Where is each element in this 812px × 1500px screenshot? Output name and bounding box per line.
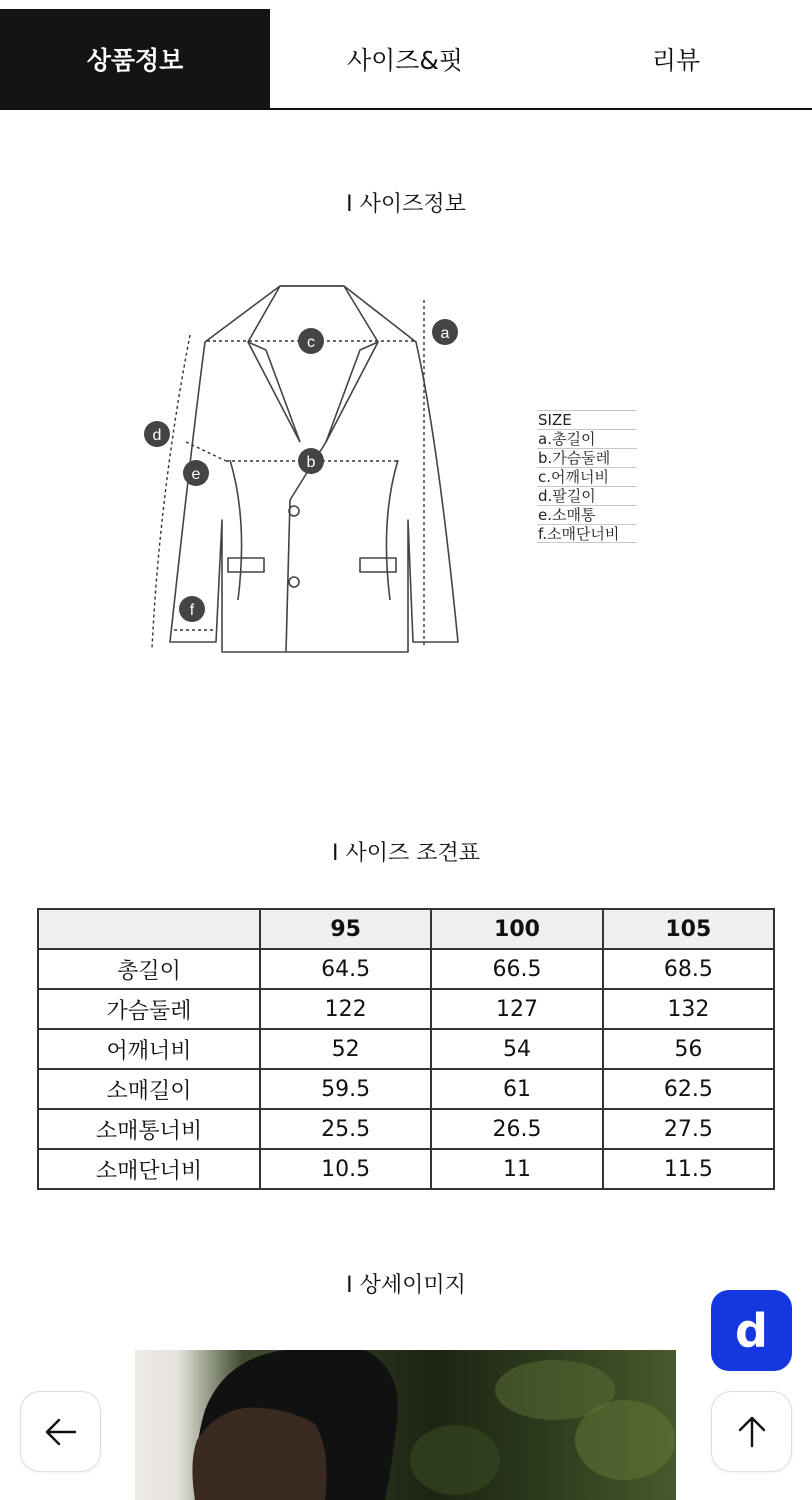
table-cell: 26.5	[431, 1109, 602, 1149]
size-legend	[537, 410, 637, 543]
tab-product-info[interactable]: 상품정보	[0, 9, 270, 108]
detail-image-title: I 상세이미지	[346, 1273, 466, 1298]
table-cell: 62.5	[603, 1069, 774, 1109]
table-cell: 56	[603, 1029, 774, 1069]
table-cell: 54	[431, 1029, 602, 1069]
table-header-cell: 100	[431, 909, 602, 949]
size-legend-heading: SIZE	[537, 410, 637, 429]
marker-e-label: e	[191, 466, 201, 483]
back-button[interactable]	[20, 1391, 101, 1472]
marker-f-label: f	[189, 602, 195, 619]
size-table-title: I 사이즈 조견표	[332, 841, 480, 866]
table-cell: 27.5	[603, 1109, 774, 1149]
table-row	[38, 1109, 774, 1149]
table-row	[38, 949, 774, 989]
table-cell: 52	[260, 1029, 431, 1069]
table-row	[38, 1149, 774, 1189]
table-cell: 59.5	[260, 1069, 431, 1109]
size-legend-item: f.소매단너비	[537, 524, 637, 543]
arrow-left-icon	[43, 1414, 79, 1450]
tab-size-fit[interactable]: 사이즈&핏	[346, 45, 464, 75]
table-header-cell: 105	[603, 909, 774, 949]
table-cell: 10.5	[260, 1149, 431, 1189]
table-cell: 132	[603, 989, 774, 1029]
arrow-up-icon	[734, 1414, 770, 1450]
table-cell: 127	[431, 989, 602, 1029]
table-row-label: 소매통너비	[38, 1109, 260, 1149]
table-row-label: 총길이	[38, 949, 260, 989]
table-row	[38, 1029, 774, 1069]
table-cell: 66.5	[431, 949, 602, 989]
jacket-size-diagram	[130, 270, 490, 670]
marker-a-label: a	[440, 325, 450, 342]
fab-logo-label: d	[735, 1303, 768, 1358]
table-cell: 61	[431, 1069, 602, 1109]
table-row-label: 소매단너비	[38, 1149, 260, 1189]
table-cell: 25.5	[260, 1109, 431, 1149]
table-row-label: 소매길이	[38, 1069, 260, 1109]
table-row	[38, 989, 774, 1029]
table-row	[38, 1069, 774, 1109]
app-fab-button[interactable]	[711, 1290, 792, 1371]
table-cell: 68.5	[603, 949, 774, 989]
table-cell: 64.5	[260, 949, 431, 989]
size-legend-item: b.가슴둘레	[537, 448, 637, 467]
table-cell: 11	[431, 1149, 602, 1189]
table-row-label: 어깨너비	[38, 1029, 260, 1069]
table-cell: 11.5	[603, 1149, 774, 1189]
size-legend-item: d.팔길이	[537, 486, 637, 505]
tab-reviews[interactable]: 리뷰	[651, 45, 701, 75]
size-legend-item: c.어깨너비	[537, 467, 637, 486]
table-row-label: 가슴둘레	[38, 989, 260, 1029]
scroll-top-button[interactable]	[711, 1391, 792, 1472]
table-header-cell: 95	[260, 909, 431, 949]
marker-c-label: c	[307, 334, 315, 351]
detail-photo	[135, 1350, 676, 1500]
marker-d-label: d	[152, 427, 162, 444]
product-tab-bar	[0, 9, 812, 110]
table-header-row	[38, 909, 774, 949]
marker-b-label: b	[306, 454, 316, 471]
size-legend-item: a.총길이	[537, 429, 637, 448]
size-info-title: I 사이즈정보	[346, 192, 466, 217]
table-header-cell	[38, 909, 260, 949]
size-chart-table	[37, 908, 775, 1190]
size-legend-item: e.소매통	[537, 505, 637, 524]
table-cell: 122	[260, 989, 431, 1029]
